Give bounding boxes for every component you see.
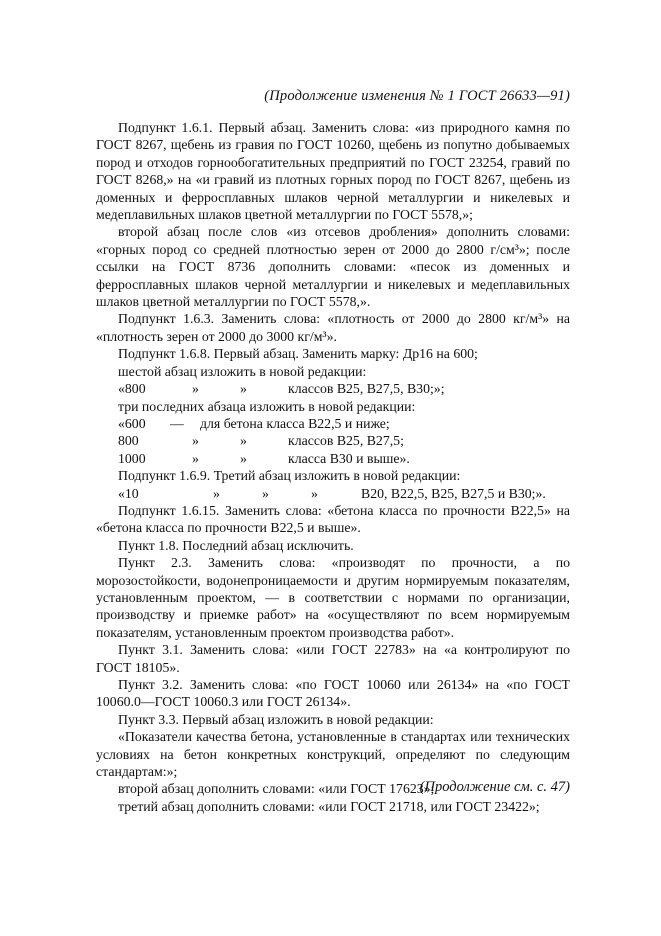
table-row: «10 » » » В20, В22,5, В25, В27,5 и В30;». <box>118 485 546 501</box>
table-row: «800 » » классов В25, В27,5, В30;»; <box>118 381 445 397</box>
paragraph-1-6-15: Подпункт 1.6.15. Заменить слова: «бетона класса по прочности В22,5» на «бетона класса по прочности В22,5 и выше». <box>96 502 570 536</box>
paragraph-1-6-1-second: второй абзац после слов «из отсевов дробления» дополнить словами: «горных пород со средней плотностью зерен от 2000 до 2800 г/см³»; после ссылки на ГОСТ 8736 дополнить словами: «песок из доменных и ферросплавных шлаков черной металлургии и никелевых и медеплавильных шлаков цветной металлургии по ГОСТ 5578,». <box>96 224 570 310</box>
paragraph-sixth-abzac: шестой абзац изложить в новой редакции: <box>118 363 367 379</box>
running-header: (Продолжение изменения № 1 ГОСТ 26633—91) <box>264 88 570 104</box>
paragraph-2-3: Пункт 2.3. Заменить слова: «производят по прочности, а по морозостойкости, водонепроницаемости и другим нормируемым показателям, установленным проектом, — в соответствии с нормами по организации, производству и приемке работ» на «осуществляют по всем нормируемым показателям, установленным проектом производства работ». <box>96 555 570 640</box>
paragraph-1-6-1: Подпункт 1.6.1. Первый абзац. Заменить слова: «из природного камня по ГОСТ 8267, щебень из гравия по ГОСТ 10260, щебень из попутно добываемых пород и отходов горнообогатительных предприятий по ГОСТ 23254, гравий по ГОСТ 8268,» на «и гравий из плотных горных пород по ГОСТ 8267, щебень из доменных и ферросплавных шлаков черной металлургии и никелевых и медеплавильных шлаков цветной металлургии по ГОСТ 5578,»; <box>96 120 570 223</box>
table-row: 800 » » классов В25, В27,5; <box>118 433 404 449</box>
paragraph-1-6-3: Подпункт 1.6.3. Заменить слова: «плотность от 2000 до 2800 кг/м³» на «плотность зерен от 2000 до 3000 кг/м³». <box>96 311 570 344</box>
paragraph-3-2: Пункт 3.2. Заменить слова: «по ГОСТ 10060 или 26134» на «по ГОСТ 10060.0—ГОСТ 10060.3 или ГОСТ 26134». <box>96 677 570 710</box>
paragraph-3-3-quote: «Показатели качества бетона, установленные в стандартах или технических условиях на бетон конкретных конструкций, определяют по следующим стандартам:»; <box>96 729 570 780</box>
table-row: 1000 » » класса В30 и выше». <box>118 450 410 466</box>
paragraph-3-3-second: второй абзац дополнить словами: «или ГОСТ 17623»; <box>118 781 435 797</box>
paragraph-1-6-8: Подпункт 1.6.8. Первый абзац. Заменить марку: Др16 на 600; <box>118 346 478 362</box>
paragraph-last-three: три последних абзаца изложить в новой редакции: <box>118 398 416 414</box>
document-body <box>96 119 570 815</box>
table-row: «600 — для бетона класса В22,5 и ниже; <box>118 415 390 431</box>
paragraph-1-6-9: Подпункт 1.6.9. Третий абзац изложить в новой редакции: <box>118 468 461 484</box>
paragraph-3-1: Пункт 3.1. Заменить слова: «или ГОСТ 22783» на «а контролируют по ГОСТ 18105». <box>96 642 570 675</box>
paragraph-3-3-third: третий абзац дополнить словами: «или ГОСТ 21718, или ГОСТ 23422»; <box>118 798 540 814</box>
continuation-note: (Продолжение см. с. 47) <box>419 779 570 795</box>
paragraph-1-8: Пункт 1.8. Последний абзац исключить. <box>118 537 354 553</box>
paragraph-3-3: Пункт 3.3. Первый абзац изложить в новой редакции: <box>118 711 434 727</box>
